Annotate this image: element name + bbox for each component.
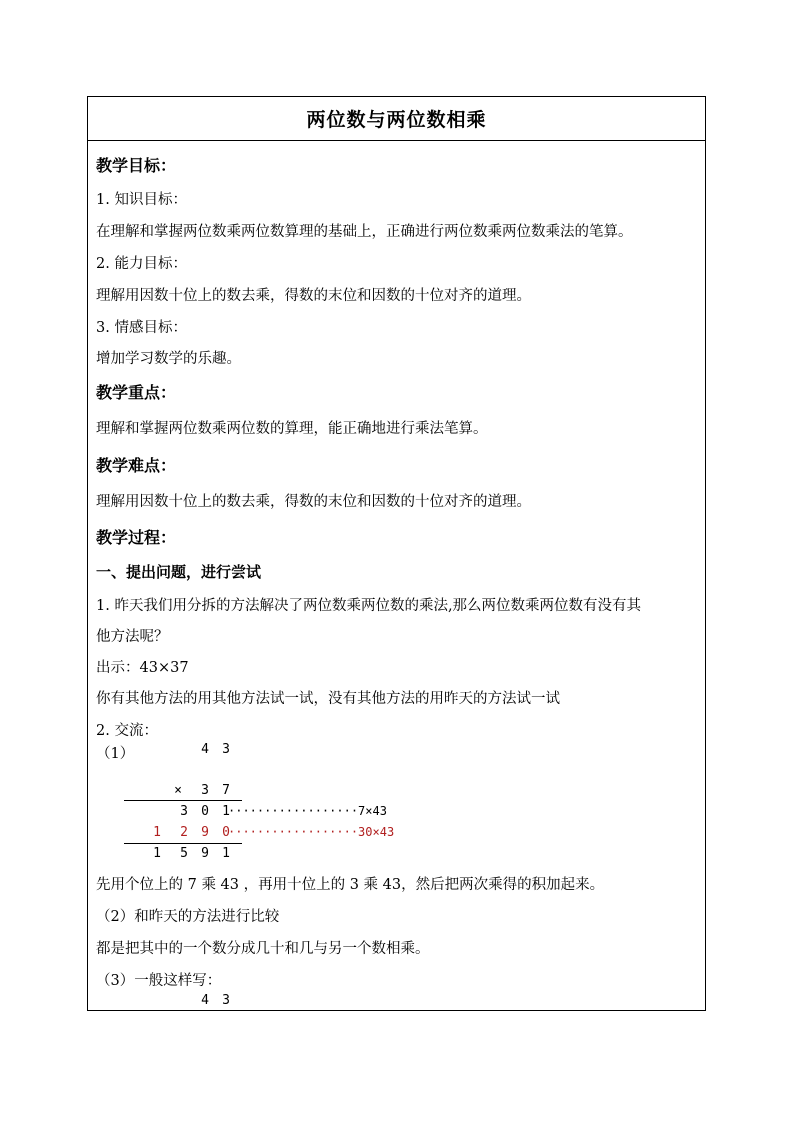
- key-heading: 教学重点：: [96, 383, 177, 402]
- sub-item-1: （1）: [96, 746, 135, 762]
- calc-digit: 4: [201, 993, 209, 1008]
- calc-rule: [124, 800, 242, 801]
- calc-digit: 3: [180, 804, 188, 819]
- calc-digit: 0: [201, 804, 209, 819]
- difficulty-heading: 教学难点：: [96, 456, 177, 475]
- lesson-table: [87, 96, 706, 1011]
- goal1-label: 1. 知识目标：: [96, 192, 187, 208]
- explanation: 先用个位上的 7 乘 43 ，再用十位上的 3 乘 43，然后把两次乘得的积加起来。: [96, 877, 605, 893]
- goal1-text: 在理解和掌握两位数乘两位数算理的基础上，正确进行两位数乘两位数乘法的笔算。: [96, 224, 633, 240]
- vertical-multiplication-2: [96, 993, 296, 1013]
- page-title: 两位数与两位数相乘: [306, 109, 487, 131]
- vertical-multiplication: [96, 742, 396, 872]
- key-text: 理解和掌握两位数乘两位数的算理，能正确地进行乘法笔算。: [96, 421, 488, 437]
- sub-item-2: （2）和昨天的方法进行比较: [96, 909, 280, 925]
- paragraph-1a: 1. 昨天我们用分拆的方法解决了两位数乘两位数的乘法,那么两位数乘两位数有没有其: [96, 598, 642, 614]
- calc-digit: 1: [222, 846, 230, 861]
- calc-digit: 7: [222, 783, 230, 798]
- sub-item-3: （3）一般这样写：: [96, 973, 222, 989]
- calc-rule: [124, 843, 242, 844]
- calc-digit: 1: [222, 804, 230, 819]
- calc-digit: 9: [201, 846, 209, 861]
- paragraph-1b: 他方法呢？: [96, 629, 169, 645]
- section-1-heading: 一、提出问题，进行尝试: [96, 563, 262, 581]
- calc-digit: 9: [201, 825, 209, 840]
- times-sign: ×: [174, 783, 182, 798]
- calc-digit: 5: [180, 846, 188, 861]
- goal3-label: 3. 情感目标：: [96, 320, 187, 336]
- calc-digit: 3: [201, 783, 209, 798]
- show-expression: 出示：43×37: [96, 660, 189, 676]
- comparison-text: 都是把其中的一个数分成几十和几与另一个数相乘。: [96, 941, 430, 957]
- calc-digit: 3: [222, 742, 230, 757]
- calc-digit: 3: [222, 993, 230, 1008]
- calc-digit: 2: [180, 825, 188, 840]
- process-heading: 教学过程：: [96, 528, 177, 547]
- partial-note-2: ··················30×43: [228, 825, 395, 839]
- calc-digit: 1: [153, 825, 161, 840]
- goal-heading: 教学目标：: [96, 156, 177, 175]
- goal2-text: 理解用因数十位上的数去乘，得数的末位和因数的十位对齐的道理。: [96, 288, 531, 304]
- calc-digit: 4: [201, 742, 209, 757]
- difficulty-text: 理解用因数十位上的数去乘，得数的末位和因数的十位对齐的道理。: [96, 494, 531, 510]
- calc-digit: 1: [153, 846, 161, 861]
- exchange-label: 2. 交流：: [96, 723, 158, 739]
- goal3-text: 增加学习数学的乐趣。: [96, 351, 241, 367]
- goal2-label: 2. 能力目标：: [96, 256, 187, 272]
- calc-digit: 0: [222, 825, 230, 840]
- partial-note-1: ··················7×43: [228, 804, 387, 818]
- try-instruction: 你有其他方法的用其他方法试一试，没有其他方法的用昨天的方法试一试: [96, 691, 560, 707]
- title-row: [88, 97, 705, 141]
